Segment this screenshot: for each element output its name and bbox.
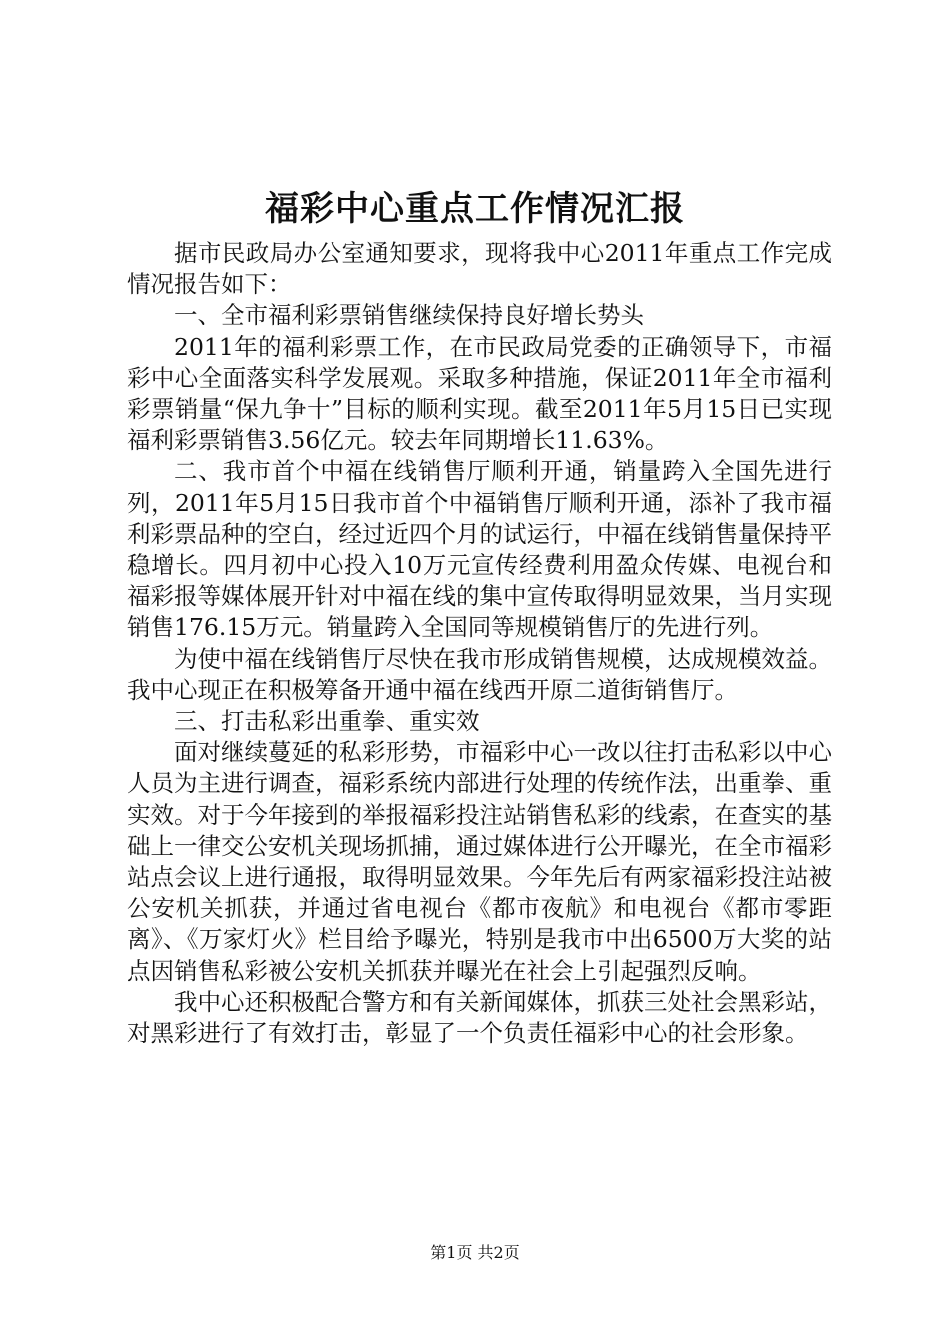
page-footer: 第1页 共2页 — [430, 1243, 520, 1262]
paragraph-section-1: 2011年的福利彩票工作，在市民政局党委的正确领导下，市福彩中心全面落实科学发展观。采取多种措施，保证2011年全市福利彩票销量“保九争十”目标的顺利实现。截至2011年5月15日已实现福利彩票销售3.56亿元。较去年同期增长11.63%。 — [127, 332, 832, 455]
paragraph-section-3: 面对继续蔓延的私彩形势，市福彩中心一改以往打击私彩以中心人员为主进行调查，福彩系统内部进行处理的传统作法，出重拳、重实效。对于今年接到的举报福彩投注站销售私彩的线索，在查实的基础上一律交公安机关现场抓捕，通过媒体进行公开曝光，在全市福彩站点会议上进行通报，取得明显效果。今年先后有两家福彩投注站被公安机关抓获，并通过省电视台《都市夜航》和电视台《都市零距离》、《万家灯火》栏目给予曝光，特别是我市中出6500万大奖的站点因销售私彩被公安机关抓获并曝光在社会上引起强烈反响。 — [127, 738, 832, 985]
section-heading-1: 一、全市福利彩票销售继续保持良好增长势头 — [174, 301, 644, 330]
section-heading-3: 三、打击私彩出重拳、重实效 — [174, 707, 480, 736]
document-body — [127, 238, 832, 1049]
paragraph-section-3-followup: 我中心还积极配合警方和有关新闻媒体，抓获三处社会黑彩站，对黑彩进行了有效打击，彰显了一个负责任福彩中心的社会形象。 — [127, 987, 832, 1048]
paragraph-section-2: 二、我市首个中福在线销售厅顺利开通，销量跨入全国先进行列，2011年5月15日我市首个中福销售厅顺利开通，添补了我市福利彩票品种的空白，经过近四个月的试运行，中福在线销售量保持平稳增长。四月初中心投入10万元宣传经费利用盈众传媒、电视台和福彩报等媒体展开针对中福在线的集中宣传取得明显效果，当月实现销售176.15万元。销量跨入全国同等规模销售厅的先进行列。 — [127, 457, 832, 642]
paragraph-section-2-followup: 为使中福在线销售厅尽快在我市形成销售规模，达成规模效益。我中心现正在积极筹备开通中福在线西开原二道街销售厅。 — [127, 644, 832, 704]
paragraph-intro: 据市民政局办公室通知要求，现将我中心2011年重点工作完成情况报告如下： — [127, 239, 832, 299]
document-title: 福彩中心重点工作情况汇报 — [265, 189, 685, 229]
